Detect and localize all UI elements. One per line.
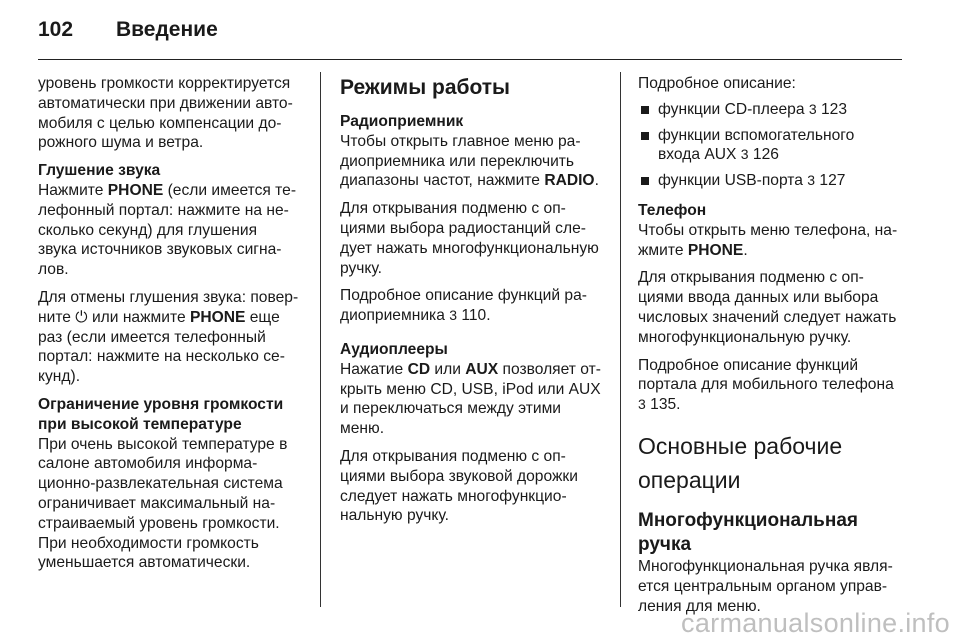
operating-modes-heading: Режимы работы (340, 76, 510, 99)
volume-limit-section (38, 395, 300, 573)
radio-paragraph-3 (340, 286, 602, 326)
text-run: Подробное описание функций портала для мобильного телефона (638, 356, 894, 394)
list-item (638, 171, 900, 191)
list-item (638, 126, 900, 166)
power-knob-icon: ⏻ (75, 308, 88, 326)
radio-key-label: RADIO (544, 172, 595, 190)
column-right (638, 74, 900, 624)
page-number: 102 (38, 18, 74, 41)
text-run: функции CD-плеера (658, 100, 809, 118)
watermark: carmanualsonline.info (681, 608, 950, 638)
text-run: Для отмены глушения звука: поверните (38, 288, 299, 326)
radio-heading: Радиоприемник (340, 113, 464, 130)
text-run: Чтобы открыть меню телефона, нажмите (638, 221, 898, 259)
phone-paragraph-1 (638, 221, 900, 261)
text-run: . (594, 172, 599, 190)
text-run: . (676, 396, 681, 414)
column-left (38, 74, 300, 581)
column-middle (340, 74, 602, 534)
text-run: Чтобы открыть главное меню радиоприемника или переключить диапазоны частот, нажмите (340, 132, 581, 190)
text-run: . (743, 241, 748, 259)
page-reference: 110 (461, 307, 487, 325)
detail-list (638, 100, 900, 191)
phone-key-label: PHONE (107, 181, 164, 199)
audio-paragraph-2: Для открывания подменю с опциями выбора звуковой дорожки следует нажать многофункциональную ручку. (340, 447, 578, 525)
text-run: Нажмите (38, 181, 108, 199)
list-item (638, 100, 900, 120)
audio-players-heading: Аудиоплееры (340, 340, 448, 358)
cd-key-label: CD (407, 360, 431, 378)
mute-section (38, 161, 300, 387)
phone-key-label: PHONE (687, 241, 744, 259)
volume-limit-heading: Ограничение уровня громкости при высокой температуре (38, 395, 284, 433)
text-run: Нажатие (340, 360, 408, 378)
multifunction-knob-heading: Многофункциональная ручка (638, 509, 858, 555)
text-run: или нажмите (87, 308, 190, 326)
page-reference-arrow-icon: 3 (807, 172, 816, 189)
intro-paragraph: уровень громкости корректируется автоматически при движении автомобиля с целью компенсации дорожного шума и ветра. (38, 75, 293, 152)
text-run: позволяет открыть меню CD, USB, iPod или AUX и переключаться между этими меню. (340, 360, 601, 438)
page-reference: 123 (821, 100, 848, 118)
page-reference-arrow-icon: 3 (638, 396, 646, 413)
volume-limit-paragraph: При очень высокой температуре в салоне автомобиля информационно-развлекательная система ограничивает максимальный настраиваемый уровень громкости. При необходимости громкость уменьшается автоматически. (38, 435, 288, 572)
phone-heading: Телефон (638, 201, 707, 219)
column-divider-2 (620, 72, 621, 607)
phone-paragraph-2: Для открывания подменю с опциями ввода данных или выбора числовых значений следует нажать многофункциональную ручку. (638, 269, 897, 346)
mute-paragraph-1 (38, 181, 300, 280)
text-run: или (430, 360, 466, 378)
basic-operations-heading: Основные рабочие операции (638, 432, 843, 493)
text-run: функции USB-порта (658, 172, 808, 190)
phone-paragraph-3 (638, 356, 900, 415)
column-divider-1 (320, 72, 321, 607)
phone-key-label: PHONE (189, 308, 246, 326)
multifunction-knob-paragraph: Многофункциональная ручка является центральным органом управления для меню. (638, 557, 893, 615)
mute-heading: Глушение звука (38, 162, 161, 180)
page-reference: 127 (819, 172, 846, 190)
text-run: еще раз (если имеется телефонный портал: нажмите на несколько секунд). (38, 308, 285, 386)
text-run: функции вспомогательного входа AUX (658, 126, 855, 164)
text-run: (если имеется телефонный портал: нажмите на несколько секунд) для глушения звука источников звуковых сигналов. (38, 181, 297, 279)
detail-intro: Подробное описание: (638, 75, 796, 92)
radio-paragraph-2: Для открывания подменю с опциями выбора радиостанций следует нажать многофункциональную ручку. (340, 200, 599, 277)
audio-paragraph-1 (340, 360, 602, 439)
page-reference: 126 (752, 146, 779, 164)
text-run: . (486, 307, 491, 325)
page-title: Введение (116, 18, 218, 41)
mute-paragraph-2 (38, 288, 300, 387)
header-rule (38, 59, 902, 60)
page-reference-arrow-icon: 3 (808, 100, 817, 117)
aux-key-label: AUX (465, 360, 499, 378)
page-reference-arrow-icon: 3 (740, 146, 749, 163)
text-run: Подробное описание функций радиоприемника (340, 287, 587, 325)
radio-paragraph-1 (340, 132, 602, 191)
page-reference: 135 (650, 396, 677, 414)
page-reference-arrow-icon: 3 (449, 307, 457, 324)
